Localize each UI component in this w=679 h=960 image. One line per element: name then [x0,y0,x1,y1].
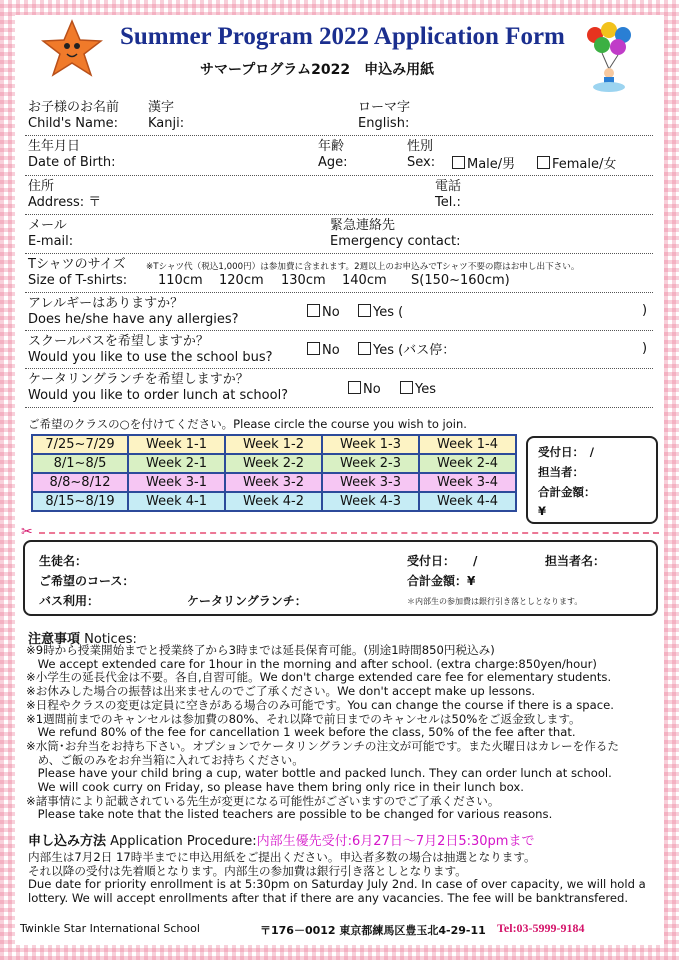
child-name-label: Child's Name: [28,116,119,131]
emergency-contact-field[interactable]: Emergency contact: [330,234,461,249]
office-total: 合計金額： [538,485,596,499]
tel-field[interactable]: Tel.: [435,195,461,210]
notice-line: ※日程やクラスの変更は定員に空きがある場合のみ可能です。You can change the course if there is a space. [26,697,614,712]
course-cell[interactable]: Week 4-2 [225,492,322,511]
office-yen: ¥ [538,504,547,518]
tshirt-size-option[interactable]: 110cm [158,273,203,288]
page-title: Summer Program 2022 Application Form [120,23,565,50]
female-label: Female/女 [552,157,617,172]
male-checkbox[interactable] [452,156,515,172]
kanji-jp-label: 漢字 [148,100,175,115]
notices-list [26,644,619,822]
dob-field[interactable]: Date of Birth: [28,155,116,170]
female-checkbox[interactable] [537,156,616,172]
desired-course-label: ご希望のコース： [39,574,135,588]
notices-title-jp: 注意事項 [28,632,81,647]
course-dates: 8/1~8/5 [32,454,128,473]
notice-line: ※9時から授業開始までと授業終了から3時までは延長保育可能。(別途1時間850円税込み) [26,643,495,657]
close-paren: ) [642,341,648,356]
procedure-line: それ以降の受付は先着順となります。内部生の参加費は銀行引き落としとなります。 [28,863,467,878]
divider [25,407,653,408]
no-label: No [322,343,340,358]
internal-office-box [23,540,658,616]
procedure-line: Due date for priority enrollment is at 5:30pm on Saturday July 2nd. In case of over capacity, we will hold a [28,877,646,892]
course-cell[interactable]: Week 3-1 [128,473,225,492]
bus-jp-label: スクールバスを希望しますか？ [28,334,209,349]
close-paren: ) [642,303,648,318]
course-table [31,434,517,512]
priority-deadline: 内部生優先受付:6月27日～7月2日5:30pmまで [256,834,535,849]
table-row [32,492,516,511]
notice-line: Please have your child bring a cup, water bottle and packed lunch. They can order lunch at school. [26,766,612,781]
bus-en-label: Would you like to use the school bus? [28,350,273,365]
student-name-label: 生徒名： [39,554,88,568]
star-mascot-icon [41,19,103,81]
bus-no-checkbox[interactable] [307,342,340,358]
course-cell[interactable]: Week 4-4 [419,492,516,511]
office-received: 受付日： / [538,445,594,459]
tshirt-size-option[interactable]: 140cm [342,273,387,288]
page-subtitle: サマープログラム2022 申込み用紙 [200,62,435,78]
notice-line: ※お休みした場合の振替は出来ませんのでご了承ください。We don't accept make up lessons. [26,684,536,699]
notice-line: ※1週間前までのキャンセルは参加費の80%、それ以降で前日までのキャンセルは50%をご返金致します。 [26,711,581,726]
divider [25,292,653,293]
lunch-en-label: Would you like to order lunch at school? [28,388,289,403]
lunch-jp-label: ケータリングランチを希望しますか？ [28,372,249,387]
table-row [32,454,516,473]
kanji-field[interactable]: Kanji: [148,116,185,131]
child-name-jp-label: お子様のお名前 [28,100,120,115]
course-cell[interactable]: Week 2-4 [419,454,516,473]
tshirt-size-option[interactable]: 130cm [281,273,326,288]
footer-tel: Tel:03-5999-9184 [497,921,585,935]
sex-label: Sex: [407,155,436,170]
course-cell[interactable]: Week 3-3 [322,473,419,492]
tshirt-note: ※Tシャツ代（税込1,000円）は参加費に含まれます。2週以上のお申込みでTシャツ不要の際はお申し出下さい。 [146,262,580,272]
table-row [32,435,516,454]
divider [25,135,653,136]
footer-school: Twinkle Star International School [20,922,200,935]
course-cell[interactable]: Week 3-4 [419,473,516,492]
procedure-line: 内部生は7月2日 17時半までに申込用紙をご提出ください。申込者多数の場合は抽選となります。 [28,850,536,864]
sex-jp-label: 性別 [407,139,434,154]
divider [25,368,653,369]
course-cell[interactable]: Week 1-1 [128,435,225,454]
table-row [32,473,516,492]
notice-line: We refund 80% of the fee for cancellation 1 week before the class, 50% of the fee after that. [26,725,576,740]
notice-line: ※諸事情により記載されている先生が変更になる可能性がございますのでご了承ください。 [26,793,500,808]
email-jp-label: メール [28,218,67,233]
romaji-jp-label: ローマ字 [358,100,411,115]
lunch-yes-checkbox[interactable] [400,381,436,397]
course-instruction: ご希望のクラスの○を付けてください。Please circle the course you wish to join. [28,417,467,431]
course-cell[interactable]: Week 3-2 [225,473,322,492]
lunch-no-checkbox[interactable] [348,381,381,397]
course-cell[interactable]: Week 4-3 [322,492,419,511]
notice-line: We will cook curry on Friday, so please have them bring only rice in their lunch box. [26,780,524,795]
cut-line [39,532,659,534]
office-use-box [526,436,658,524]
procedure-title [28,830,534,849]
total-amount-label: 合計金額：¥ [407,574,476,588]
address-field[interactable]: Address: 〒 [28,195,102,210]
yes-label: Yes ( [373,305,404,320]
bus-yes-checkbox[interactable] [358,342,455,358]
course-cell[interactable]: Week 1-4 [419,435,516,454]
tshirt-size-option[interactable]: S(150~160cm) [411,273,510,288]
age-field[interactable]: Age: [318,155,348,170]
allergy-en-label: Does he/she have any allergies? [28,312,239,327]
dob-jp-label: 生年月日 [28,139,81,154]
yes-label: Yes [415,382,436,397]
course-cell[interactable]: Week 4-1 [128,492,225,511]
tshirt-en-label: Size of T-shirts: [28,273,128,288]
received-date-label: 受付日： / [407,554,478,568]
course-cell[interactable]: Week 2-1 [128,454,225,473]
bus-usage-label: バス利用： [39,594,100,608]
course-cell[interactable]: Week 1-2 [225,435,322,454]
english-name-field[interactable]: English: [358,116,410,131]
notice-line: め、ご飯のみをお弁当箱に入れてお持ちください。 [26,752,304,767]
divider [25,175,653,176]
notices-title-en: Notices: [84,632,137,647]
allergy-yes-checkbox[interactable] [358,304,403,320]
course-cell[interactable]: Week 1-3 [322,435,419,454]
age-jp-label: 年齢 [318,139,345,154]
divider [25,214,653,215]
male-label: Male/男 [467,157,516,172]
scissors-icon: ✂ [21,524,33,540]
tel-jp-label: 電話 [435,179,462,194]
notice-line: We accept extended care for 1hour in the morning and after school. (extra charge:850yen/hour) [26,656,597,671]
procedure-line: lottery. We will accept enrollments after that if there are any vacancies. The fee will be banktransfered. [28,891,629,906]
procedure-list [28,851,646,906]
bank-note: ＊内部生の参加費は銀行引き落としとなります。 [407,597,583,606]
tshirt-jp-label: Tシャツのサイズ [28,257,126,272]
notice-line: ※水筒･お弁当をお持ち下さい。オプションでケータリングランチの注文が可能です。また火曜日はカレーを作るた [26,738,619,753]
tshirt-size-option[interactable]: 120cm [219,273,264,288]
address-jp-label: 住所 [28,179,55,194]
catering-lunch-label: ケータリングランチ： [187,594,307,608]
yes-label: Yes (バス停： [373,343,456,358]
office-staff: 担当者： [538,465,584,479]
course-cell[interactable]: Week 2-2 [225,454,322,473]
course-cell[interactable]: Week 2-3 [322,454,419,473]
no-label: No [363,382,381,397]
procedure-title-jp: 申し込み方法 [28,834,107,849]
course-dates: 8/15~8/19 [32,492,128,511]
divider [25,330,653,331]
staff-name-label: 担当者名： [545,554,606,568]
footer-address: 〒176－0012 東京都練馬区豊玉北4-29-11 [260,924,486,937]
application-sheet [15,15,664,945]
notice-line: ※小学生の延長代金は不要。各自,自習可能。We don't charge extended care fee for elementary students. [26,670,612,685]
procedure-title-en: Application Procedure: [110,834,257,849]
emergency-jp-label: 緊急連絡先 [330,218,396,233]
email-field[interactable]: E-mail: [28,234,74,249]
no-label: No [322,305,340,320]
allergy-no-checkbox[interactable] [307,304,340,320]
course-dates: 7/25~7/29 [32,435,128,454]
allergy-jp-label: アレルギーはありますか？ [28,296,184,311]
abc-balloons-icon [581,21,637,97]
notice-line: Please take note that the listed teachers are possible to be changed for various reasons. [26,807,553,822]
course-dates: 8/8~8/12 [32,473,128,492]
divider [25,253,653,254]
